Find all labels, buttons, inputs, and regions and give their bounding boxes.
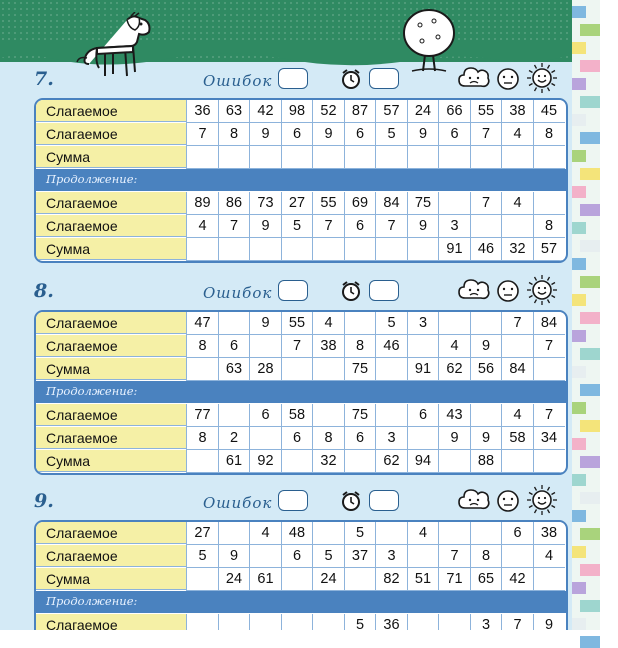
number-cell: 4 (501, 404, 533, 427)
number-cell: 4 (501, 192, 533, 215)
addend-row (36, 404, 566, 427)
number-cell: 9 (470, 427, 502, 450)
number-cell: 77 (186, 404, 218, 427)
number-cell: 62 (438, 358, 470, 381)
number-cell: 3 (375, 427, 407, 450)
answer-cell[interactable] (533, 192, 565, 215)
row-label: Слагаемое (36, 100, 186, 122)
color-strip-cell (580, 240, 600, 252)
row-label: Сумма (36, 568, 186, 590)
number-cell: 6 (281, 123, 313, 146)
continuation-label: Продолжение: (46, 594, 138, 608)
answer-cell[interactable] (438, 192, 470, 215)
time-answer-box[interactable] (369, 490, 399, 511)
color-strip-cell (572, 6, 586, 18)
answer-cell[interactable] (470, 312, 502, 335)
number-cell: 3 (438, 215, 470, 238)
color-strip-cell (572, 114, 586, 126)
exercise-section (0, 68, 572, 278)
answer-cell[interactable] (281, 238, 313, 261)
number-cell: 4 (501, 123, 533, 146)
number-cell: 43 (438, 404, 470, 427)
sum-row (36, 568, 566, 591)
number-cell: 82 (375, 568, 407, 591)
number-cell: 8 (186, 335, 218, 358)
number-cell: 73 (249, 192, 281, 215)
color-strip-cell (572, 366, 586, 378)
number-cell: 66 (438, 100, 470, 123)
number-cell: 7 (533, 335, 565, 358)
answer-cell[interactable] (407, 545, 439, 568)
addend-row (36, 614, 566, 630)
number-cell: 3 (407, 312, 439, 335)
answer-cell[interactable] (312, 522, 344, 545)
continuation-bar (36, 381, 566, 403)
color-strip-cell (572, 42, 586, 54)
answer-cell[interactable] (218, 522, 250, 545)
answer-cell[interactable] (501, 545, 533, 568)
number-cell: 7 (470, 123, 502, 146)
number-cell: 65 (470, 568, 502, 591)
time-answer-box[interactable] (369, 68, 399, 89)
answer-cell[interactable] (186, 450, 218, 473)
number-cell: 7 (312, 215, 344, 238)
answer-cell[interactable] (375, 358, 407, 381)
number-cell: 6 (501, 522, 533, 545)
number-cell: 86 (218, 192, 250, 215)
answer-cell[interactable] (281, 450, 313, 473)
number-cell: 52 (312, 100, 344, 123)
color-strip-cell (580, 384, 600, 396)
row-label: Слагаемое (36, 614, 186, 630)
answer-cell[interactable] (281, 358, 313, 381)
number-cell: 8 (344, 335, 376, 358)
number-cell: 84 (501, 358, 533, 381)
number-cell: 75 (407, 192, 439, 215)
answer-cell[interactable] (438, 312, 470, 335)
number-cell: 24 (312, 568, 344, 591)
answer-cell[interactable] (344, 450, 376, 473)
errors-label: Ошибок (203, 72, 273, 90)
errors-answer-box[interactable] (278, 490, 308, 511)
number-cell: 32 (312, 450, 344, 473)
answer-cell[interactable] (312, 614, 344, 630)
number-cell: 34 (533, 427, 565, 450)
color-strip-cell (580, 312, 600, 324)
number-cell: 47 (186, 312, 218, 335)
color-strip-cell (580, 348, 600, 360)
number-cell: 63 (218, 358, 250, 381)
number-cell: 9 (249, 123, 281, 146)
cloud-face-icon[interactable] (457, 276, 491, 307)
continuation-label: Продолжение: (46, 172, 138, 186)
answer-cell[interactable] (186, 358, 218, 381)
number-cell: 24 (407, 100, 439, 123)
exercise-number: 9. (34, 490, 54, 512)
answer-cell[interactable] (344, 238, 376, 261)
number-cell: 9 (533, 614, 565, 630)
answer-cell[interactable] (218, 312, 250, 335)
color-strip-cell (572, 402, 586, 414)
number-cell: 8 (533, 123, 565, 146)
answer-cell[interactable] (375, 146, 407, 169)
alarm-clock-icon (340, 490, 362, 517)
number-cell: 75 (344, 404, 376, 427)
answer-cell[interactable] (470, 146, 502, 169)
answer-cell[interactable] (501, 335, 533, 358)
color-strip-cell (580, 564, 600, 576)
number-cell: 2 (218, 427, 250, 450)
color-strip-cell (572, 330, 586, 342)
number-cell: 9 (407, 123, 439, 146)
color-strip-cell (580, 492, 600, 504)
number-cell: 84 (375, 192, 407, 215)
answer-cell[interactable] (186, 614, 218, 630)
number-cell: 4 (186, 215, 218, 238)
number-cell: 9 (312, 123, 344, 146)
number-cell: 55 (470, 100, 502, 123)
number-cell: 6 (407, 404, 439, 427)
color-strip-cell (580, 24, 600, 36)
row-label: Слагаемое (36, 192, 186, 214)
addend-row (36, 100, 566, 123)
number-cell: 7 (186, 123, 218, 146)
answer-cell[interactable] (533, 568, 565, 591)
answer-cell[interactable] (438, 450, 470, 473)
number-cell: 8 (470, 545, 502, 568)
number-cell: 8 (312, 427, 344, 450)
addend-row (36, 522, 566, 545)
continuation-bar (36, 591, 566, 613)
number-cell: 4 (312, 312, 344, 335)
color-strip-cell (572, 618, 586, 630)
number-cell: 6 (344, 215, 376, 238)
answer-cell[interactable] (186, 238, 218, 261)
answer-cell[interactable] (407, 335, 439, 358)
number-cell: 36 (375, 614, 407, 630)
number-cell: 91 (407, 358, 439, 381)
color-strip-cell (580, 456, 600, 468)
number-cell: 58 (501, 427, 533, 450)
answer-cell[interactable] (249, 427, 281, 450)
color-strip-cell (572, 258, 586, 270)
number-cell: 63 (218, 100, 250, 123)
answer-cell[interactable] (249, 614, 281, 630)
errors-label: Ошибок (203, 284, 273, 302)
answer-cell[interactable] (218, 404, 250, 427)
row-label: Слагаемое (36, 427, 186, 449)
number-cell: 92 (249, 450, 281, 473)
number-cell: 4 (438, 335, 470, 358)
continuation-bar (36, 169, 566, 191)
color-strip-cell (572, 510, 586, 522)
sun-face-icon[interactable] (526, 484, 558, 521)
sun-face-icon[interactable] (526, 274, 558, 311)
answer-cell[interactable] (312, 238, 344, 261)
color-strip-cell (572, 474, 586, 486)
number-cell: 84 (533, 312, 565, 335)
answer-cell[interactable] (218, 614, 250, 630)
color-strip-cell (580, 132, 600, 144)
color-strip-cell (572, 186, 586, 198)
exercise-number: 8. (34, 280, 54, 302)
color-strip-cell (580, 600, 600, 612)
number-cell: 9 (438, 427, 470, 450)
color-strip-cell (580, 60, 600, 72)
number-cell: 87 (344, 100, 376, 123)
alarm-clock-icon (340, 68, 362, 95)
color-strip-cell (580, 96, 600, 108)
sum-row (36, 358, 566, 381)
number-cell: 89 (186, 192, 218, 215)
addend-row (36, 215, 566, 238)
number-cell: 7 (533, 404, 565, 427)
number-cell: 61 (218, 450, 250, 473)
number-cell: 4 (249, 522, 281, 545)
number-cell: 42 (501, 568, 533, 591)
addend-row (36, 192, 566, 215)
row-label: Слагаемое (36, 123, 186, 145)
continuation-label: Продолжение: (46, 384, 138, 398)
answer-cell[interactable] (281, 568, 313, 591)
addend-row (36, 335, 566, 358)
alarm-clock-icon (340, 280, 362, 307)
color-strip-cell (572, 438, 586, 450)
answer-cell[interactable] (375, 522, 407, 545)
answer-cell[interactable] (470, 522, 502, 545)
exercise-section (0, 280, 572, 490)
answer-cell[interactable] (375, 238, 407, 261)
answer-cell[interactable] (281, 614, 313, 630)
color-strip-cell (572, 294, 586, 306)
row-label: Слагаемое (36, 335, 186, 357)
color-strip-cell (572, 222, 586, 234)
number-cell: 46 (375, 335, 407, 358)
number-cell: 56 (470, 358, 502, 381)
answer-cell[interactable] (501, 215, 533, 238)
number-cell: 6 (281, 427, 313, 450)
number-cell: 5 (281, 215, 313, 238)
number-cell: 7 (501, 614, 533, 630)
number-cell: 7 (375, 215, 407, 238)
answer-cell[interactable] (407, 146, 439, 169)
addend-row (36, 545, 566, 568)
answer-cell[interactable] (533, 358, 565, 381)
row-label: Слагаемое (36, 215, 186, 237)
number-cell: 37 (344, 545, 376, 568)
row-label: Слагаемое (36, 404, 186, 426)
row-label: Сумма (36, 358, 186, 380)
answer-cell[interactable] (501, 146, 533, 169)
number-cell: 51 (407, 568, 439, 591)
color-strip-cell (580, 204, 600, 216)
number-cell: 7 (501, 312, 533, 335)
number-cell: 5 (312, 545, 344, 568)
number-cell: 9 (407, 215, 439, 238)
cloud-face-icon[interactable] (457, 486, 491, 517)
answer-cell[interactable] (438, 614, 470, 630)
answer-cell[interactable] (375, 404, 407, 427)
answer-cell[interactable] (249, 146, 281, 169)
answer-cell[interactable] (218, 146, 250, 169)
answer-cell[interactable] (344, 146, 376, 169)
answer-cell[interactable] (407, 238, 439, 261)
number-cell: 48 (281, 522, 313, 545)
number-cell: 6 (344, 123, 376, 146)
number-cell: 3 (375, 545, 407, 568)
number-cell: 5 (344, 522, 376, 545)
number-cell: 7 (438, 545, 470, 568)
number-cell: 27 (186, 522, 218, 545)
exercise-section (0, 490, 572, 630)
number-cell: 8 (218, 123, 250, 146)
answer-cell[interactable] (470, 215, 502, 238)
addition-table (34, 310, 568, 475)
color-strip-cell (572, 546, 586, 558)
number-cell: 27 (281, 192, 313, 215)
answer-cell[interactable] (249, 335, 281, 358)
number-cell: 5 (375, 123, 407, 146)
number-cell: 62 (375, 450, 407, 473)
number-cell: 9 (249, 215, 281, 238)
color-strip (572, 0, 600, 630)
number-cell: 6 (281, 545, 313, 568)
color-strip-cell (572, 150, 586, 162)
number-cell: 32 (501, 238, 533, 261)
number-cell: 6 (438, 123, 470, 146)
number-cell: 45 (533, 100, 565, 123)
number-cell: 58 (281, 404, 313, 427)
number-cell: 5 (186, 545, 218, 568)
row-label: Слагаемое (36, 545, 186, 567)
number-cell: 57 (533, 238, 565, 261)
neutral-face-icon[interactable] (495, 278, 521, 309)
sum-row (36, 450, 566, 473)
number-cell: 42 (249, 100, 281, 123)
number-cell: 24 (218, 568, 250, 591)
color-strip-cell (580, 168, 600, 180)
row-label: Сумма (36, 238, 186, 260)
number-cell: 88 (470, 450, 502, 473)
row-label: Сумма (36, 450, 186, 472)
cloud-face-icon[interactable] (457, 64, 491, 95)
number-cell: 91 (438, 238, 470, 261)
number-cell: 61 (249, 568, 281, 591)
row-label: Сумма (36, 146, 186, 168)
answer-cell[interactable] (186, 146, 218, 169)
number-cell: 9 (249, 312, 281, 335)
color-strip-cell (580, 276, 600, 288)
addition-table (34, 520, 568, 630)
number-cell: 9 (470, 335, 502, 358)
addend-row (36, 427, 566, 450)
addition-table (34, 98, 568, 263)
answer-cell[interactable] (249, 238, 281, 261)
row-label: Слагаемое (36, 522, 186, 544)
addend-row (36, 312, 566, 335)
answer-cell[interactable] (249, 545, 281, 568)
number-cell: 9 (218, 545, 250, 568)
number-cell: 75 (344, 358, 376, 381)
answer-cell[interactable] (407, 427, 439, 450)
answer-cell[interactable] (186, 568, 218, 591)
number-cell: 7 (470, 192, 502, 215)
answer-cell[interactable] (501, 450, 533, 473)
answer-cell[interactable] (533, 146, 565, 169)
number-cell: 69 (344, 192, 376, 215)
color-strip-cell (572, 582, 586, 594)
number-cell: 36 (186, 100, 218, 123)
errors-answer-box[interactable] (278, 280, 308, 301)
number-cell: 38 (533, 522, 565, 545)
answer-cell[interactable] (344, 568, 376, 591)
color-strip-cell (580, 528, 600, 540)
color-strip-cell (580, 420, 600, 432)
sum-row (36, 146, 566, 169)
number-cell: 57 (375, 100, 407, 123)
number-cell: 4 (407, 522, 439, 545)
number-cell: 8 (186, 427, 218, 450)
row-label: Слагаемое (36, 312, 186, 334)
answer-cell[interactable] (438, 146, 470, 169)
number-cell: 4 (533, 545, 565, 568)
neutral-face-icon[interactable] (495, 488, 521, 519)
answer-cell[interactable] (312, 404, 344, 427)
answer-cell[interactable] (533, 450, 565, 473)
number-cell: 98 (281, 100, 313, 123)
number-cell: 55 (312, 192, 344, 215)
sum-row (36, 238, 566, 261)
number-cell: 28 (249, 358, 281, 381)
number-cell: 3 (470, 614, 502, 630)
number-cell: 55 (281, 312, 313, 335)
errors-label: Ошибок (203, 494, 273, 512)
exercise-number: 7. (34, 68, 54, 90)
errors-answer-box[interactable] (278, 68, 308, 89)
number-cell: 38 (312, 335, 344, 358)
answer-cell[interactable] (470, 404, 502, 427)
number-cell: 7 (218, 215, 250, 238)
answer-cell[interactable] (312, 146, 344, 169)
time-answer-box[interactable] (369, 280, 399, 301)
answer-cell[interactable] (312, 358, 344, 381)
neutral-face-icon[interactable] (495, 66, 521, 97)
number-cell: 46 (470, 238, 502, 261)
addend-row (36, 123, 566, 146)
number-cell: 94 (407, 450, 439, 473)
answer-cell[interactable] (344, 312, 376, 335)
sun-face-icon[interactable] (526, 62, 558, 99)
number-cell: 5 (344, 614, 376, 630)
color-strip-cell (580, 636, 600, 648)
answer-cell[interactable] (438, 522, 470, 545)
answer-cell[interactable] (281, 146, 313, 169)
number-cell: 6 (218, 335, 250, 358)
number-cell: 38 (501, 100, 533, 123)
number-cell: 6 (344, 427, 376, 450)
number-cell: 7 (281, 335, 313, 358)
number-cell: 8 (533, 215, 565, 238)
answer-cell[interactable] (407, 614, 439, 630)
color-strip-cell (572, 78, 586, 90)
answer-cell[interactable] (218, 238, 250, 261)
number-cell: 71 (438, 568, 470, 591)
number-cell: 5 (375, 312, 407, 335)
number-cell: 6 (249, 404, 281, 427)
